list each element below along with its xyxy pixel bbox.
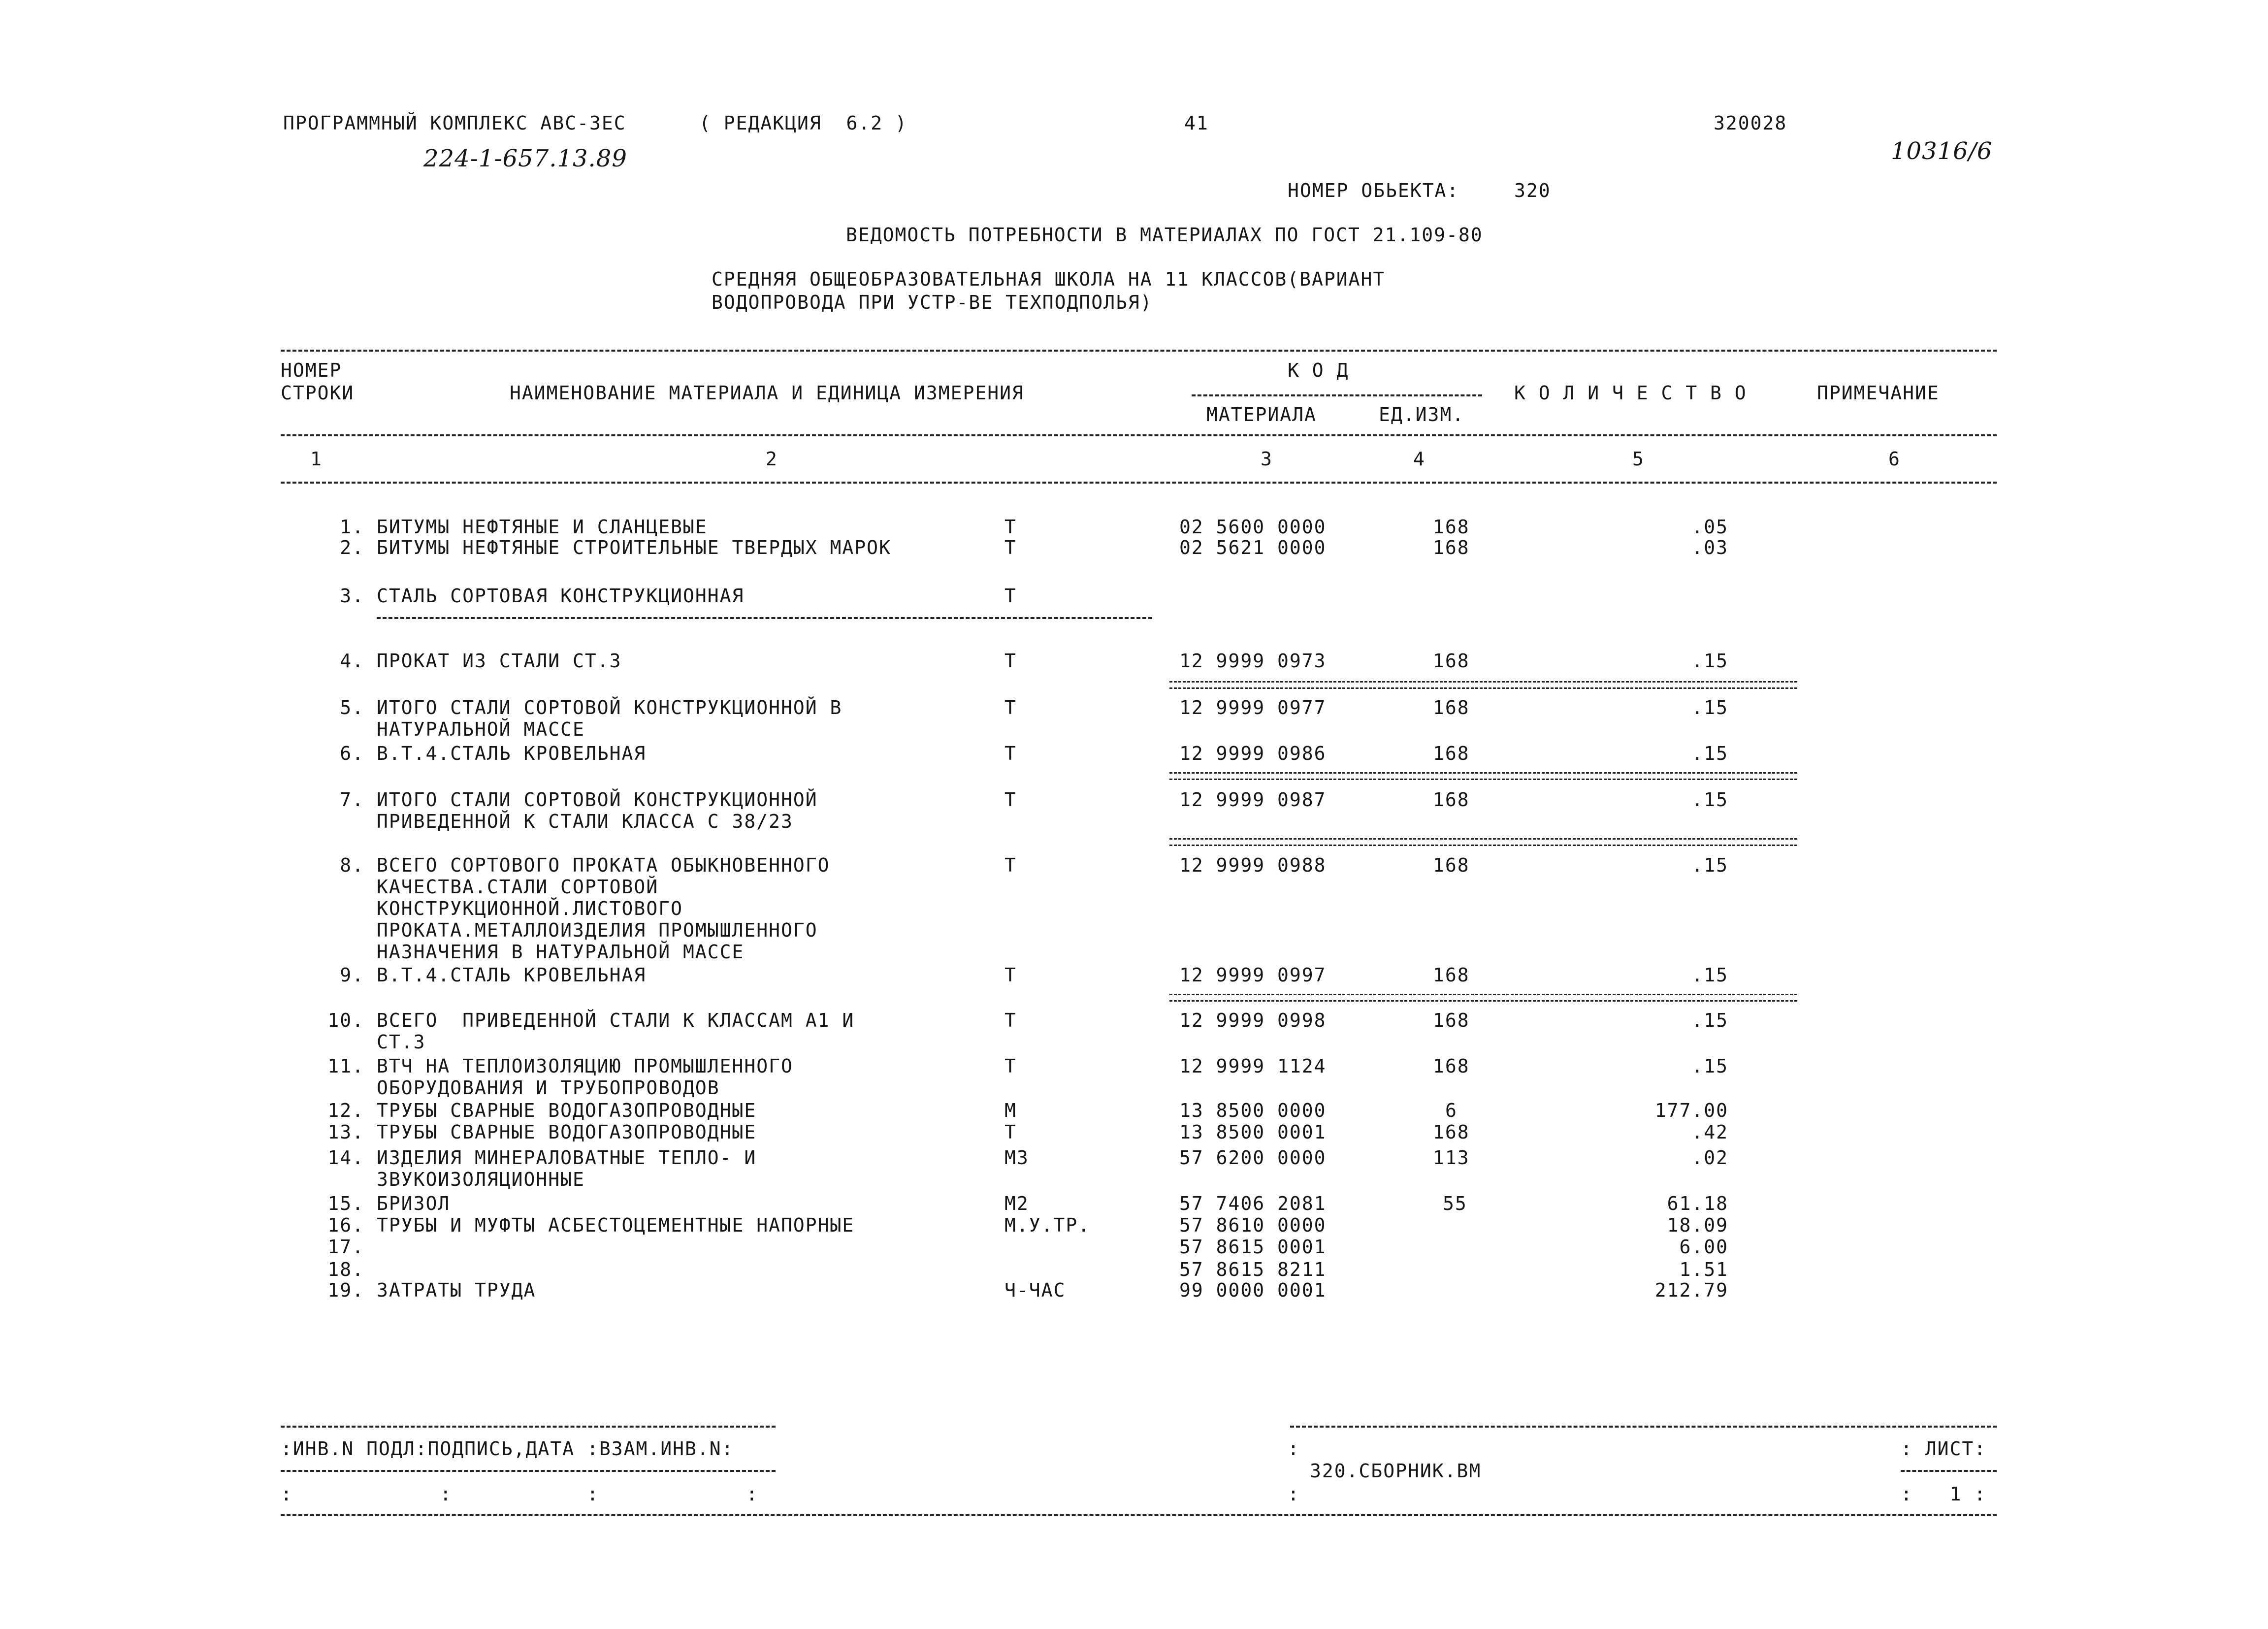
table-row-number: 11. (327, 1055, 364, 1077)
table-row-number: 8. (340, 854, 364, 876)
table-row-quantity: .15 (1691, 789, 1728, 811)
table-row-name: БИТУМЫ НЕФТЯНЫЕ И СЛАНЦЕВЫЕ (377, 516, 708, 538)
table-row-number: 17. (327, 1236, 364, 1258)
table-row-unit: Ч-ЧАС (1004, 1279, 1066, 1301)
table-row-unit-code: 168 (1433, 854, 1470, 876)
edition-label: ( РЕДАКЦИЯ 6.2 ) (699, 112, 907, 134)
table-row-material-code: 02 5600 0000 (1179, 516, 1327, 538)
column-header-row-number-2: СТРОКИ (281, 382, 355, 404)
table-row-name: В.Т.4.СТАЛЬ КРОВЕЛЬНАЯ (377, 964, 647, 986)
table-row-unit: Т (1004, 1055, 1017, 1077)
table-row-unit: М3 (1004, 1147, 1029, 1169)
table-row-quantity: .15 (1691, 854, 1728, 876)
table-row-name: СТАЛЬ СОРТОВАЯ КОНСТРУКЦИОННАЯ (377, 585, 745, 607)
handwritten-reference-right: 10316/6 (1891, 137, 1993, 165)
table-row-unit: М (1004, 1100, 1017, 1121)
stamp-left-dividers: : : : : (281, 1483, 759, 1505)
table-row-material-code: 02 5621 0000 (1179, 537, 1327, 558)
table-row-number: 2. (340, 537, 364, 558)
table-row-name: В.Т.4.СТАЛЬ КРОВЕЛЬНАЯ (377, 743, 647, 764)
table-row-number: 16. (327, 1214, 364, 1236)
table-row-unit-code: 168 (1433, 964, 1470, 986)
column-header-code-material: МАТЕРИАЛА (1206, 404, 1317, 425)
table-row-name: ВСЕГО СОРТОВОГО ПРОКАТА ОБЫКНОВЕННОГО (377, 854, 830, 876)
table-row-quantity: 18.09 (1667, 1214, 1728, 1236)
document-code: 320028 (1714, 112, 1787, 134)
table-row-unit: Т (1004, 537, 1017, 558)
table-row-number: 3. (340, 585, 364, 607)
page-number: 41 (1184, 112, 1209, 134)
table-row-material-code: 12 9999 0997 (1179, 964, 1327, 986)
table-row-quantity: 1.51 (1679, 1259, 1728, 1280)
stamp-left-top-rule (281, 1426, 776, 1428)
table-row-material-code: 13 8500 0000 (1179, 1100, 1327, 1121)
sheet-number-cell: : 1 : (1901, 1483, 1987, 1505)
table-row-number: 19. (327, 1279, 364, 1301)
table-row-quantity: 61.18 (1667, 1193, 1728, 1214)
table-row-material-code: 99 0000 0001 (1179, 1279, 1327, 1301)
table-row-quantity: .15 (1691, 1010, 1728, 1031)
table-row-unit-code: 168 (1433, 516, 1470, 538)
program-name: ПРОГРАММНЫЙ КОМПЛЕКС АВС-ЗЕС (283, 112, 626, 134)
table-row-number: 9. (340, 964, 364, 986)
column-header-quantity: К О Л И Ч Е С Т В О (1514, 382, 1747, 404)
object-number-label: НОМЕР ОБЬЕКТА: (1288, 180, 1459, 201)
header-bottom-rule (281, 434, 1997, 436)
table-row-name: ИЗДЕЛИЯ МИНЕРАЛОВАТНЫЕ ТЕПЛО- И (377, 1147, 757, 1169)
table-row-name-continued: НАТУРАЛЬНОЙ МАССЕ (377, 718, 585, 740)
section-underline (377, 617, 1152, 619)
column-number-4: 4 (1413, 448, 1426, 470)
table-row-name: ИТОГО СТАЛИ СОРТОВОЙ КОНСТРУКЦИОННОЙ (377, 789, 818, 811)
table-row-name: ТРУБЫ И МУФТЫ АСБЕСТОЦЕМЕНТНЫЕ НАПОРНЫЕ (377, 1214, 855, 1236)
sheet-divider-rule (1901, 1470, 1997, 1472)
table-row-unit: М2 (1004, 1193, 1029, 1214)
column-number-5: 5 (1632, 448, 1645, 470)
column-number-6: 6 (1888, 448, 1901, 470)
document-subtitle-line-1: СРЕДНЯЯ ОБЩЕОБРАЗОВАТЕЛЬНАЯ ШКОЛА НА 11 КЛАССОВ(ВАРИАНТ (712, 268, 1386, 290)
object-number: 320 (1514, 180, 1551, 201)
table-row-unit: М.У.ТР. (1004, 1214, 1091, 1236)
table-row-name: БРИЗОЛ (377, 1193, 451, 1214)
table-row-unit-code: 168 (1433, 1055, 1470, 1077)
handwritten-reference-left: 224-1-657.13.89 (423, 145, 627, 172)
table-row-number: 7. (340, 789, 364, 811)
table-row-name-continued: НАЗНАЧЕНИЯ В НАТУРАЛЬНОЙ МАССЕ (377, 941, 745, 963)
code-header-divider (1192, 394, 1482, 396)
table-row-quantity: 212.79 (1654, 1279, 1728, 1301)
table-row-unit-code: 168 (1433, 1010, 1470, 1031)
table-row-name: ЗАТРАТЫ ТРУДА (377, 1279, 536, 1301)
table-row-unit: Т (1004, 697, 1017, 718)
table-row-material-code: 57 8610 0000 (1179, 1214, 1327, 1236)
table-row-number: 15. (327, 1193, 364, 1214)
sheet-label-text: ЛИСТ (1925, 1438, 1975, 1460)
table-row-quantity: .15 (1691, 743, 1728, 764)
table-row-material-code: 12 9999 0977 (1179, 697, 1327, 718)
table-row-quantity: .03 (1691, 537, 1728, 558)
table-row-unit: Т (1004, 743, 1017, 764)
document-name: 320.СБОРНИК.ВМ (1310, 1460, 1482, 1482)
table-row-unit-code: 113 (1433, 1147, 1470, 1169)
table-row-unit-code: 168 (1433, 789, 1470, 811)
table-row-material-code: 57 8615 0001 (1179, 1236, 1327, 1258)
table-row-material-code: 57 8615 8211 (1179, 1259, 1327, 1280)
table-row-name-continued: СТ.3 (377, 1031, 426, 1053)
table-row-unit-code: 6 (1445, 1100, 1458, 1121)
table-row-unit-code: 168 (1433, 650, 1470, 672)
table-row-material-code: 12 9999 0973 (1179, 650, 1327, 672)
table-row-number: 1. (340, 516, 364, 538)
table-row-number: 14. (327, 1147, 364, 1169)
table-row-quantity: .15 (1691, 650, 1728, 672)
stamp-signature-fields: :ИНВ.N ПОДЛ:ПОДПИСЬ,ДАТА :ВЗАМ.ИНВ.N: (281, 1438, 734, 1460)
table-row-unit: Т (1004, 516, 1017, 538)
table-row-name-continued: ОБОРУДОВАНИЯ И ТРУБОПРОВОДОВ (377, 1077, 720, 1099)
table-row-name: ТРУБЫ СВАРНЫЕ ВОДОГАЗОПРОВОДНЫЕ (377, 1100, 757, 1121)
stamp-right-divider: : (1288, 1438, 1300, 1460)
column-header-row-number-1: НОМЕР (281, 359, 342, 381)
table-row-unit-code: 168 (1433, 697, 1470, 718)
stamp-right-top-rule (1290, 1426, 1997, 1428)
table-row-material-code: 12 9999 0987 (1179, 789, 1327, 811)
table-row-unit-code: 55 (1443, 1193, 1467, 1214)
table-row-number: 6. (340, 743, 364, 764)
table-row-name: ВТЧ НА ТЕПЛОИЗОЛЯЦИЮ ПРОМЫШЛЕННОГО (377, 1055, 793, 1077)
table-row-unit: Т (1004, 650, 1017, 672)
column-number-3: 3 (1261, 448, 1273, 470)
column-number-2: 2 (766, 448, 778, 470)
table-row-number: 5. (340, 697, 364, 718)
table-row-unit: Т (1004, 789, 1017, 811)
table-top-rule (281, 350, 1997, 352)
stamp-left-middle-rule (281, 1470, 776, 1472)
table-row-name-continued: ПРИВЕДЕННОЙ К СТАЛИ КЛАССА С 38/23 (377, 811, 793, 832)
column-numbers-bottom-rule (281, 482, 1997, 484)
stamp-right-divider: : (1288, 1483, 1300, 1505)
table-row-material-code: 12 9999 0998 (1179, 1010, 1327, 1031)
table-row-quantity: 177.00 (1654, 1100, 1728, 1121)
table-row-material-code: 12 9999 1124 (1179, 1055, 1327, 1077)
table-row-name-continued: ПРОКАТА.МЕТАЛЛОИЗДЕЛИЯ ПРОМЫШЛЕННОГО (377, 919, 818, 941)
column-header-note: ПРИМЕЧАНИЕ (1817, 382, 1940, 404)
table-row-name: ПРОКАТ ИЗ СТАЛИ СТ.3 (377, 650, 622, 672)
table-row-material-code: 13 8500 0001 (1179, 1121, 1327, 1143)
document-subtitle-line-2: ВОДОПРОВОДА ПРИ УСТР-ВЕ ТЕХПОДПОЛЬЯ) (712, 292, 1153, 313)
sheet-number: 1 (1949, 1483, 1962, 1505)
column-header-code: К О Д (1288, 359, 1349, 381)
table-row-material-code: 12 9999 0986 (1179, 743, 1327, 764)
table-row-unit-code: 168 (1433, 537, 1470, 558)
subtotal-double-rule (1169, 994, 1797, 1002)
table-row-number: 13. (327, 1121, 364, 1143)
table-row-number: 4. (340, 650, 364, 672)
table-row-name: БИТУМЫ НЕФТЯНЫЕ СТРОИТЕЛЬНЫЕ ТВЕРДЫХ МАРОК (377, 537, 891, 558)
table-row-name: ВСЕГО ПРИВЕДЕННОЙ СТАЛИ К КЛАССАМ А1 И (377, 1010, 855, 1031)
table-row-number: 12. (327, 1100, 364, 1121)
table-row-quantity: .15 (1691, 964, 1728, 986)
table-row-unit-code: 168 (1433, 1121, 1470, 1143)
table-row-quantity: .05 (1691, 516, 1728, 538)
table-row-unit: Т (1004, 964, 1017, 986)
table-row-number: 10. (327, 1010, 364, 1031)
table-row-quantity: .15 (1691, 1055, 1728, 1077)
column-number-1: 1 (310, 448, 323, 470)
subtotal-double-rule (1169, 681, 1797, 689)
table-row-unit: Т (1004, 1121, 1017, 1143)
table-row-material-code: 57 6200 0000 (1179, 1147, 1327, 1169)
table-row-name: ИТОГО СТАЛИ СОРТОВОЙ КОНСТРУКЦИОННОЙ В (377, 697, 842, 718)
subtotal-double-rule (1169, 838, 1797, 846)
table-row-quantity: 6.00 (1679, 1236, 1728, 1258)
table-row-quantity: .15 (1691, 697, 1728, 718)
sheet-label: : ЛИСТ: (1901, 1438, 1987, 1460)
table-row-name-continued: КОНСТРУКЦИОННОЙ.ЛИСТОВОГО (377, 898, 683, 919)
table-row-name-continued: ЗВУКОИЗОЛЯЦИОННЫЕ (377, 1169, 585, 1190)
stamp-bottom-rule (281, 1514, 1997, 1516)
table-row-unit: Т (1004, 585, 1017, 607)
table-row-number: 18. (327, 1259, 364, 1280)
table-row-unit: Т (1004, 854, 1017, 876)
subtotal-double-rule (1169, 772, 1797, 780)
column-header-code-unit: ЕД.ИЗМ. (1379, 404, 1465, 425)
table-row-quantity: .02 (1691, 1147, 1728, 1169)
table-row-unit-code: 168 (1433, 743, 1470, 764)
table-row-name-continued: КАЧЕСТВА.СТАЛИ СОРТОВОЙ (377, 876, 659, 898)
table-row-unit: Т (1004, 1010, 1017, 1031)
document-title: ВЕДОМОСТЬ ПОТРЕБНОСТИ В МАТЕРИАЛАХ ПО ГОСТ 21.109-80 (846, 224, 1483, 246)
column-header-name: НАИМЕНОВАНИЕ МАТЕРИАЛА И ЕДИНИЦА ИЗМЕРЕНИЯ (510, 382, 1024, 404)
table-row-material-code: 12 9999 0988 (1179, 854, 1327, 876)
table-row-quantity: .42 (1691, 1121, 1728, 1143)
table-row-name: ТРУБЫ СВАРНЫЕ ВОДОГАЗОПРОВОДНЫЕ (377, 1121, 757, 1143)
table-row-material-code: 57 7406 2081 (1179, 1193, 1327, 1214)
